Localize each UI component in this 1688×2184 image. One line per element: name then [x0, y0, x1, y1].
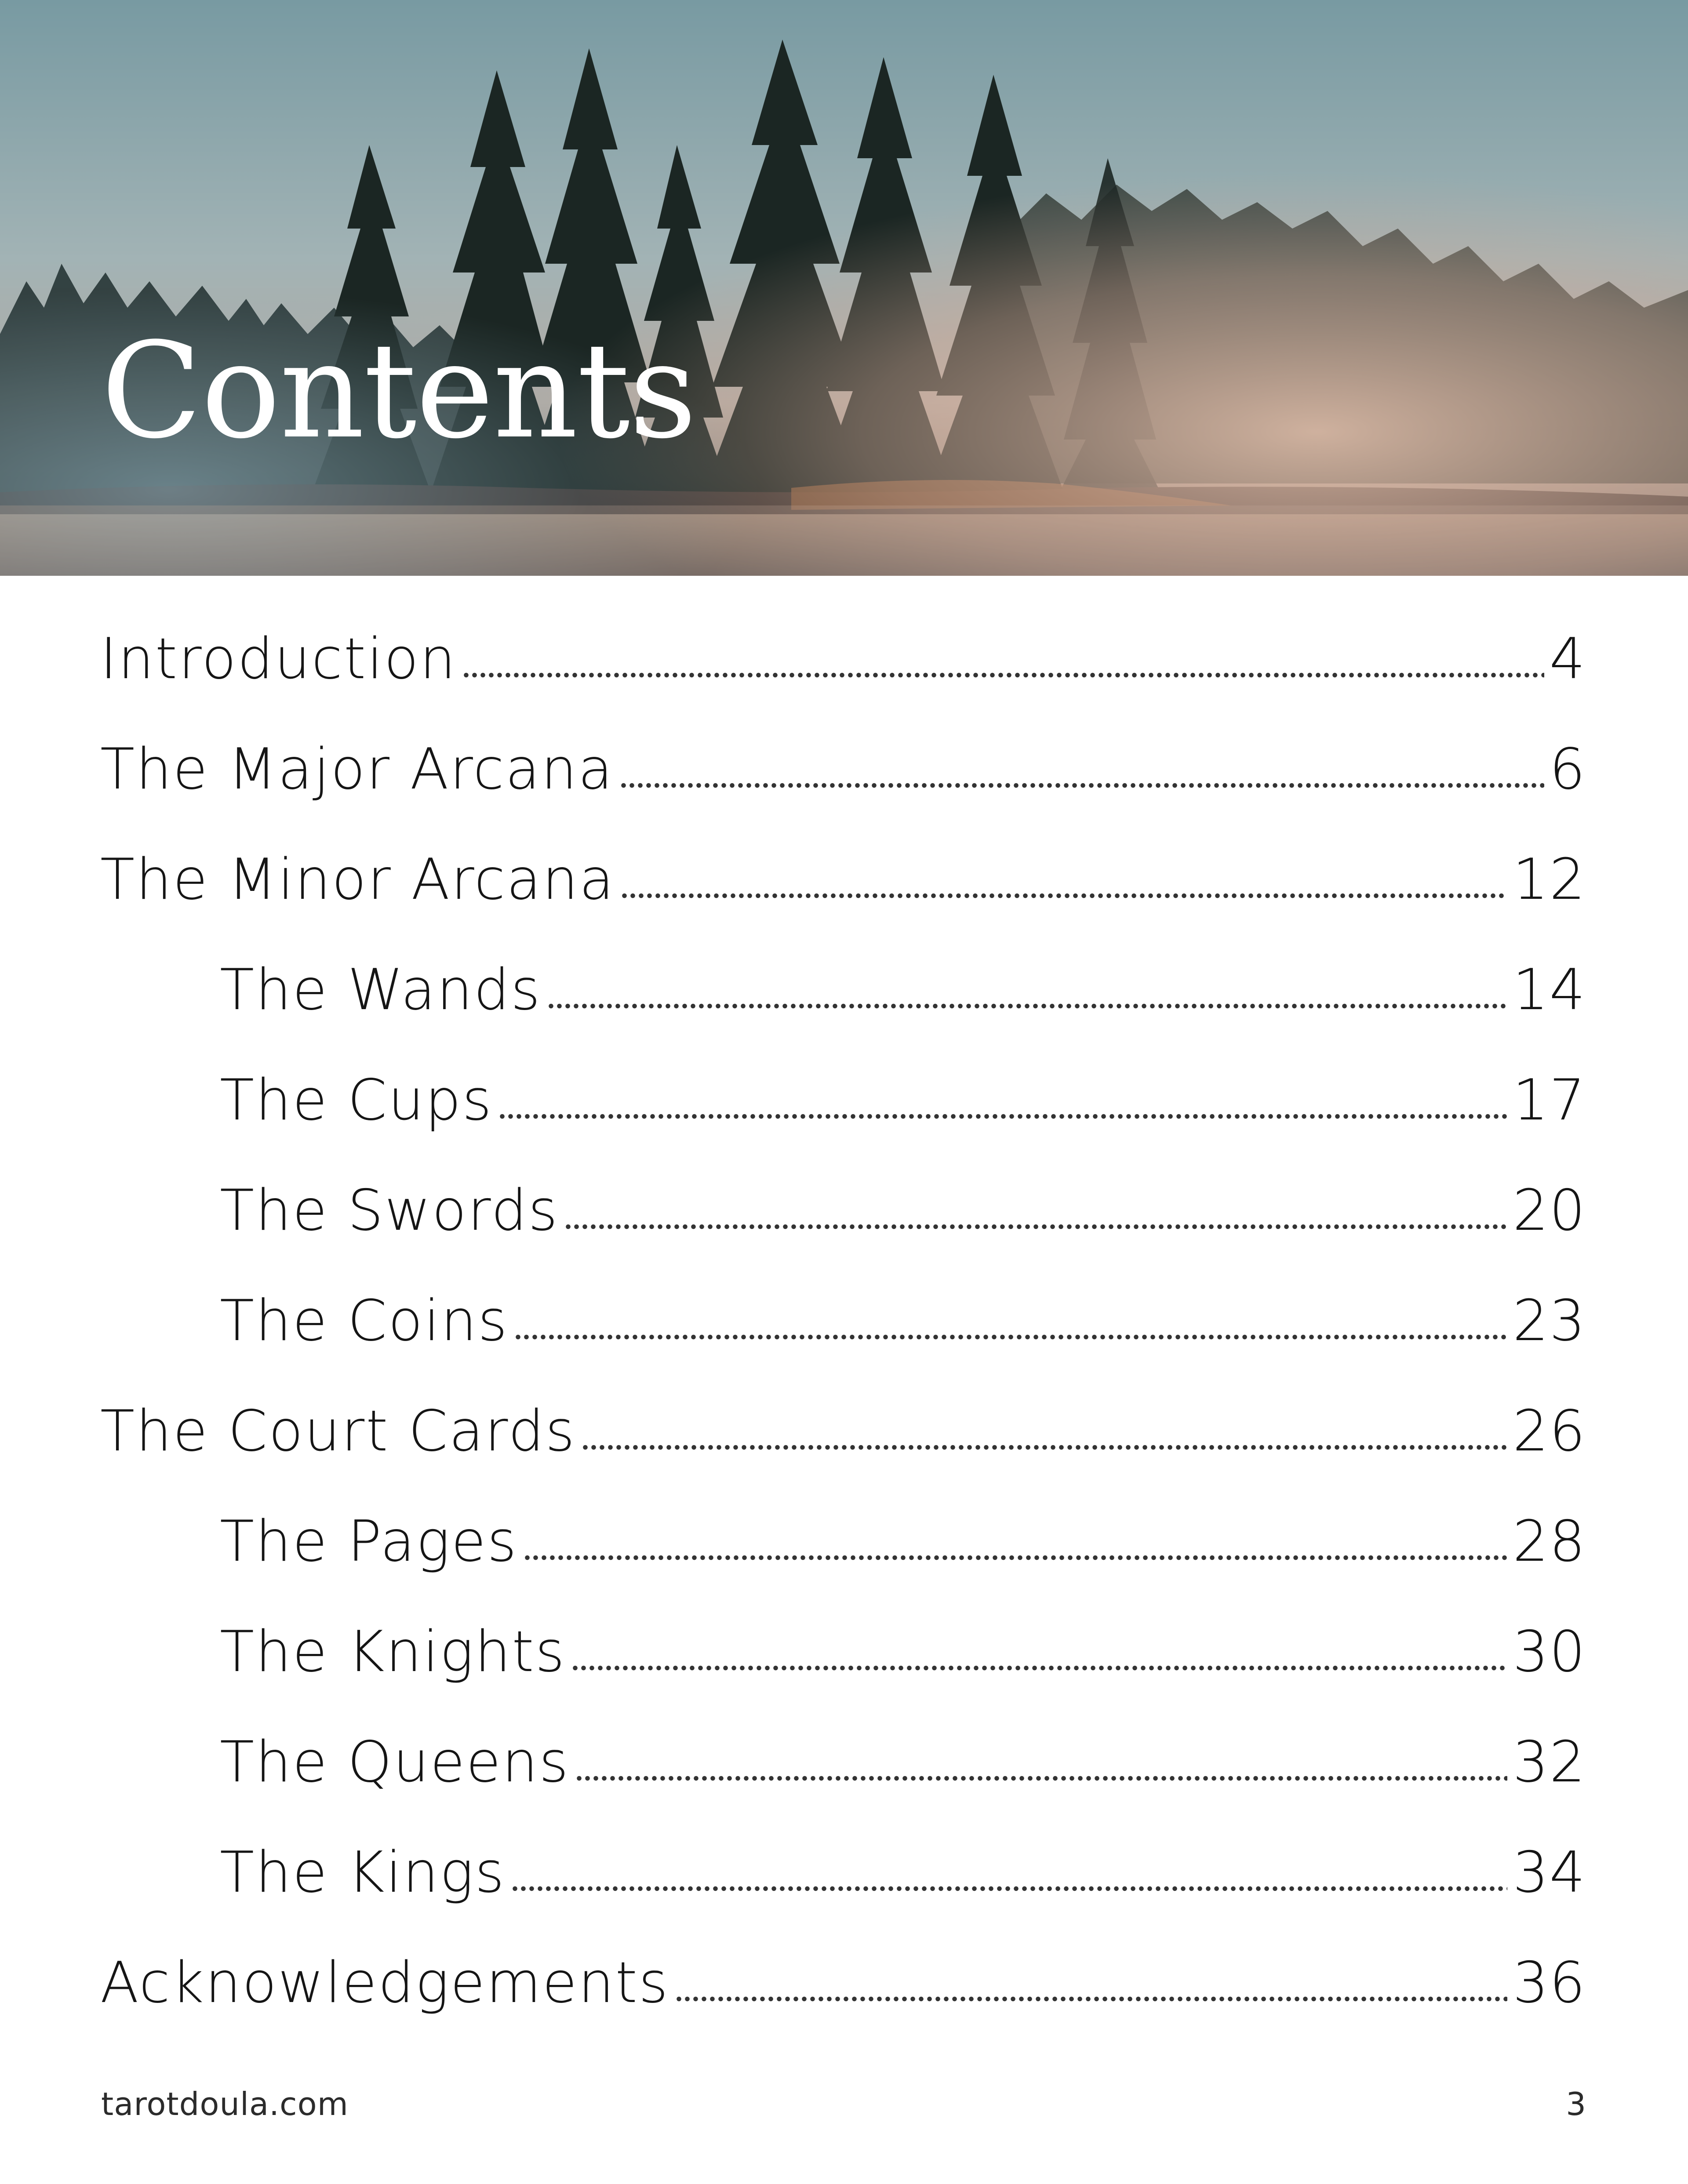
- toc-entry-page: 32: [1513, 1730, 1586, 1795]
- dot-leader: [523, 1546, 1507, 1561]
- dot-leader: [581, 1436, 1507, 1451]
- toc-entry-court-cards[interactable]: [100, 1396, 1586, 1467]
- toc-entry-page: 30: [1513, 1619, 1586, 1685]
- dot-leader: [564, 1215, 1507, 1230]
- toc-entry-knights[interactable]: [220, 1617, 1586, 1687]
- dot-leader: [511, 1877, 1507, 1892]
- toc-entry-page: 20: [1513, 1178, 1586, 1243]
- toc-entry-page: 17: [1513, 1068, 1586, 1133]
- toc-entry-label: The Cups: [220, 1068, 493, 1133]
- toc-entry-page: 34: [1513, 1840, 1586, 1905]
- toc-entry-swords[interactable]: [220, 1176, 1586, 1246]
- dot-leader: [514, 1326, 1507, 1341]
- dot-leader: [571, 1657, 1507, 1672]
- header-photo: [0, 0, 1688, 576]
- toc-entry-acknowledgements[interactable]: [100, 1948, 1586, 2018]
- toc-entry-label: The Coins: [220, 1288, 509, 1354]
- toc-entry-cups[interactable]: [220, 1065, 1586, 1136]
- toc-entry-label: The Wands: [220, 957, 542, 1023]
- dot-leader: [462, 664, 1544, 679]
- dot-leader: [547, 995, 1508, 1010]
- toc-entry-page: 4: [1549, 626, 1586, 692]
- dot-leader: [498, 1105, 1507, 1120]
- toc-entry-page: 28: [1513, 1509, 1586, 1574]
- toc-entry-page: 26: [1513, 1399, 1586, 1464]
- forest-lake-photo: [0, 0, 1688, 576]
- toc-entry-minor-arcana[interactable]: [100, 845, 1586, 915]
- toc-entry-pages[interactable]: [220, 1507, 1586, 1577]
- page-title: Contents: [101, 314, 696, 468]
- dot-leader: [620, 884, 1507, 899]
- toc-entry-label: The Minor Arcana: [100, 847, 615, 912]
- toc-entry-wands[interactable]: [220, 955, 1586, 1025]
- toc-entry-label: The Swords: [220, 1178, 559, 1243]
- toc-entry-label: The Kings: [220, 1840, 506, 1905]
- dot-leader: [675, 1988, 1508, 2002]
- footer-page-number: 3: [1566, 2086, 1586, 2122]
- toc-entry-label: The Queens: [220, 1730, 570, 1795]
- toc-entry-label: The Major Arcana: [100, 737, 614, 802]
- toc-entry-label: The Court Cards: [100, 1399, 576, 1464]
- dot-leader: [575, 1767, 1507, 1782]
- toc-entry-kings[interactable]: [220, 1838, 1586, 1908]
- toc-entry-label: Acknowledgements: [100, 1950, 669, 2016]
- toc-entry-queens[interactable]: [220, 1727, 1586, 1798]
- toc-entry-page: 23: [1513, 1288, 1586, 1354]
- toc-entry-label: The Pages: [220, 1509, 518, 1574]
- toc-entry-major-arcana[interactable]: [100, 734, 1586, 805]
- toc-entry-introduction[interactable]: [100, 624, 1586, 694]
- toc-entry-page: 6: [1549, 737, 1586, 802]
- toc-entry-page: 14: [1513, 957, 1586, 1023]
- toc-entry-page: 36: [1513, 1950, 1586, 2016]
- footer-website: tarotdoula.com: [101, 2086, 349, 2122]
- toc-entry-page: 12: [1513, 847, 1586, 912]
- dot-leader: [619, 774, 1544, 789]
- toc-entry-label: The Knights: [220, 1619, 566, 1685]
- toc-entry-coins[interactable]: [220, 1286, 1586, 1356]
- toc-entry-label: Introduction: [100, 626, 457, 692]
